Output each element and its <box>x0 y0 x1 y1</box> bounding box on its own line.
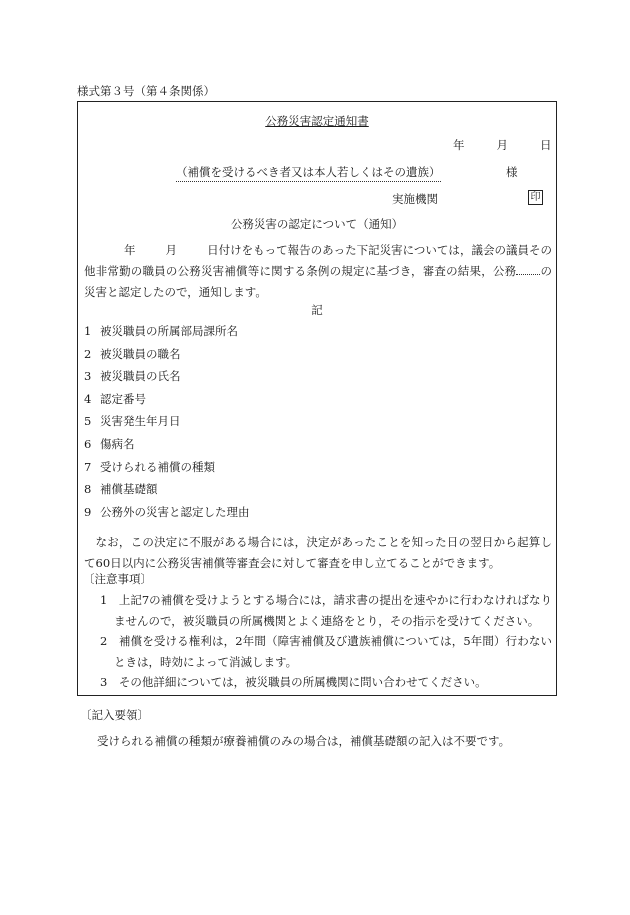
note-item-3: 3 その他詳細については，被災職員の所属機関に問い合わせてください。 <box>100 675 487 689</box>
body-year: 年 <box>124 243 136 257</box>
ki-heading: 記 <box>311 303 323 317</box>
body-text-before: 日付けをもって報告のあった下記災害については，議会の議員その他非常勤の職員の公務災害補償等に関する条例の規定に基づき，審査の結果，公務 <box>84 243 553 278</box>
date-row <box>453 138 552 154</box>
list-item: 2 被災職員の職名 <box>84 346 181 361</box>
form-number: 様式第３号（第４条関係） <box>77 84 215 98</box>
item-list <box>84 324 250 527</box>
notice-frame <box>77 101 557 696</box>
notes-heading: 〔注意事項〕 <box>83 572 152 586</box>
list-item: 6 傷病名 <box>84 436 135 451</box>
note-item-1: 1 上記7の補償を受けようとする場合には，請求書の提出を速やかに行わなければなりませんので，被災職員の所属機関とよく連絡をとり，その指示を受けてください。 <box>100 593 552 628</box>
list-item: 3 被災職員の氏名 <box>84 369 181 384</box>
list-item: 5 災害発生年月日 <box>84 414 181 429</box>
date-day: 日 <box>540 138 552 152</box>
list-item: 8 補償基礎額 <box>84 482 158 497</box>
body-paragraph <box>84 240 552 303</box>
subject-line: 公務災害の認定について（通知） <box>230 217 404 231</box>
body-month: 月 <box>165 243 178 257</box>
list-item: 9 公務外の災害と認定した理由 <box>84 504 250 519</box>
recipient-suffix: 様 <box>506 165 518 179</box>
list-item: 4 認定番号 <box>84 391 146 406</box>
date-month: 月 <box>496 138 508 152</box>
list-item: 7 受けられる補償の種類 <box>84 459 215 474</box>
note-item-2: 2 補償を受ける権利は，2年間（障害補償及び遺族補償については，5年間）行わないときは，時効によって消滅します。 <box>100 634 552 669</box>
agency-label: 実施機関 <box>392 192 438 206</box>
seal-mark: 印 <box>528 190 543 205</box>
recipient-line: （補償を受けるべき者又は本人若しくはその遺族） <box>176 165 441 182</box>
fill-guide-heading: 〔記入要領〕 <box>80 708 149 722</box>
fill-guide-text: 受けられる補償の種類が療養補償のみの場合は，補償基礎額の記入は不要です。 <box>97 734 511 748</box>
appeal-note: なお，この決定に不服がある場合には，決定があったことを知った日の翌日から起算して60日以内に公務災害補償等審査会に対して審査を申し立てることができます。 <box>84 535 552 570</box>
date-year: 年 <box>453 138 465 152</box>
body-text-after: の災害と認定したので，通知します。 <box>84 264 552 299</box>
blank-dots <box>516 262 540 275</box>
document-title: 公務災害認定通知書 <box>265 114 369 128</box>
list-item: 1 被災職員の所属部局課所名 <box>84 324 238 338</box>
